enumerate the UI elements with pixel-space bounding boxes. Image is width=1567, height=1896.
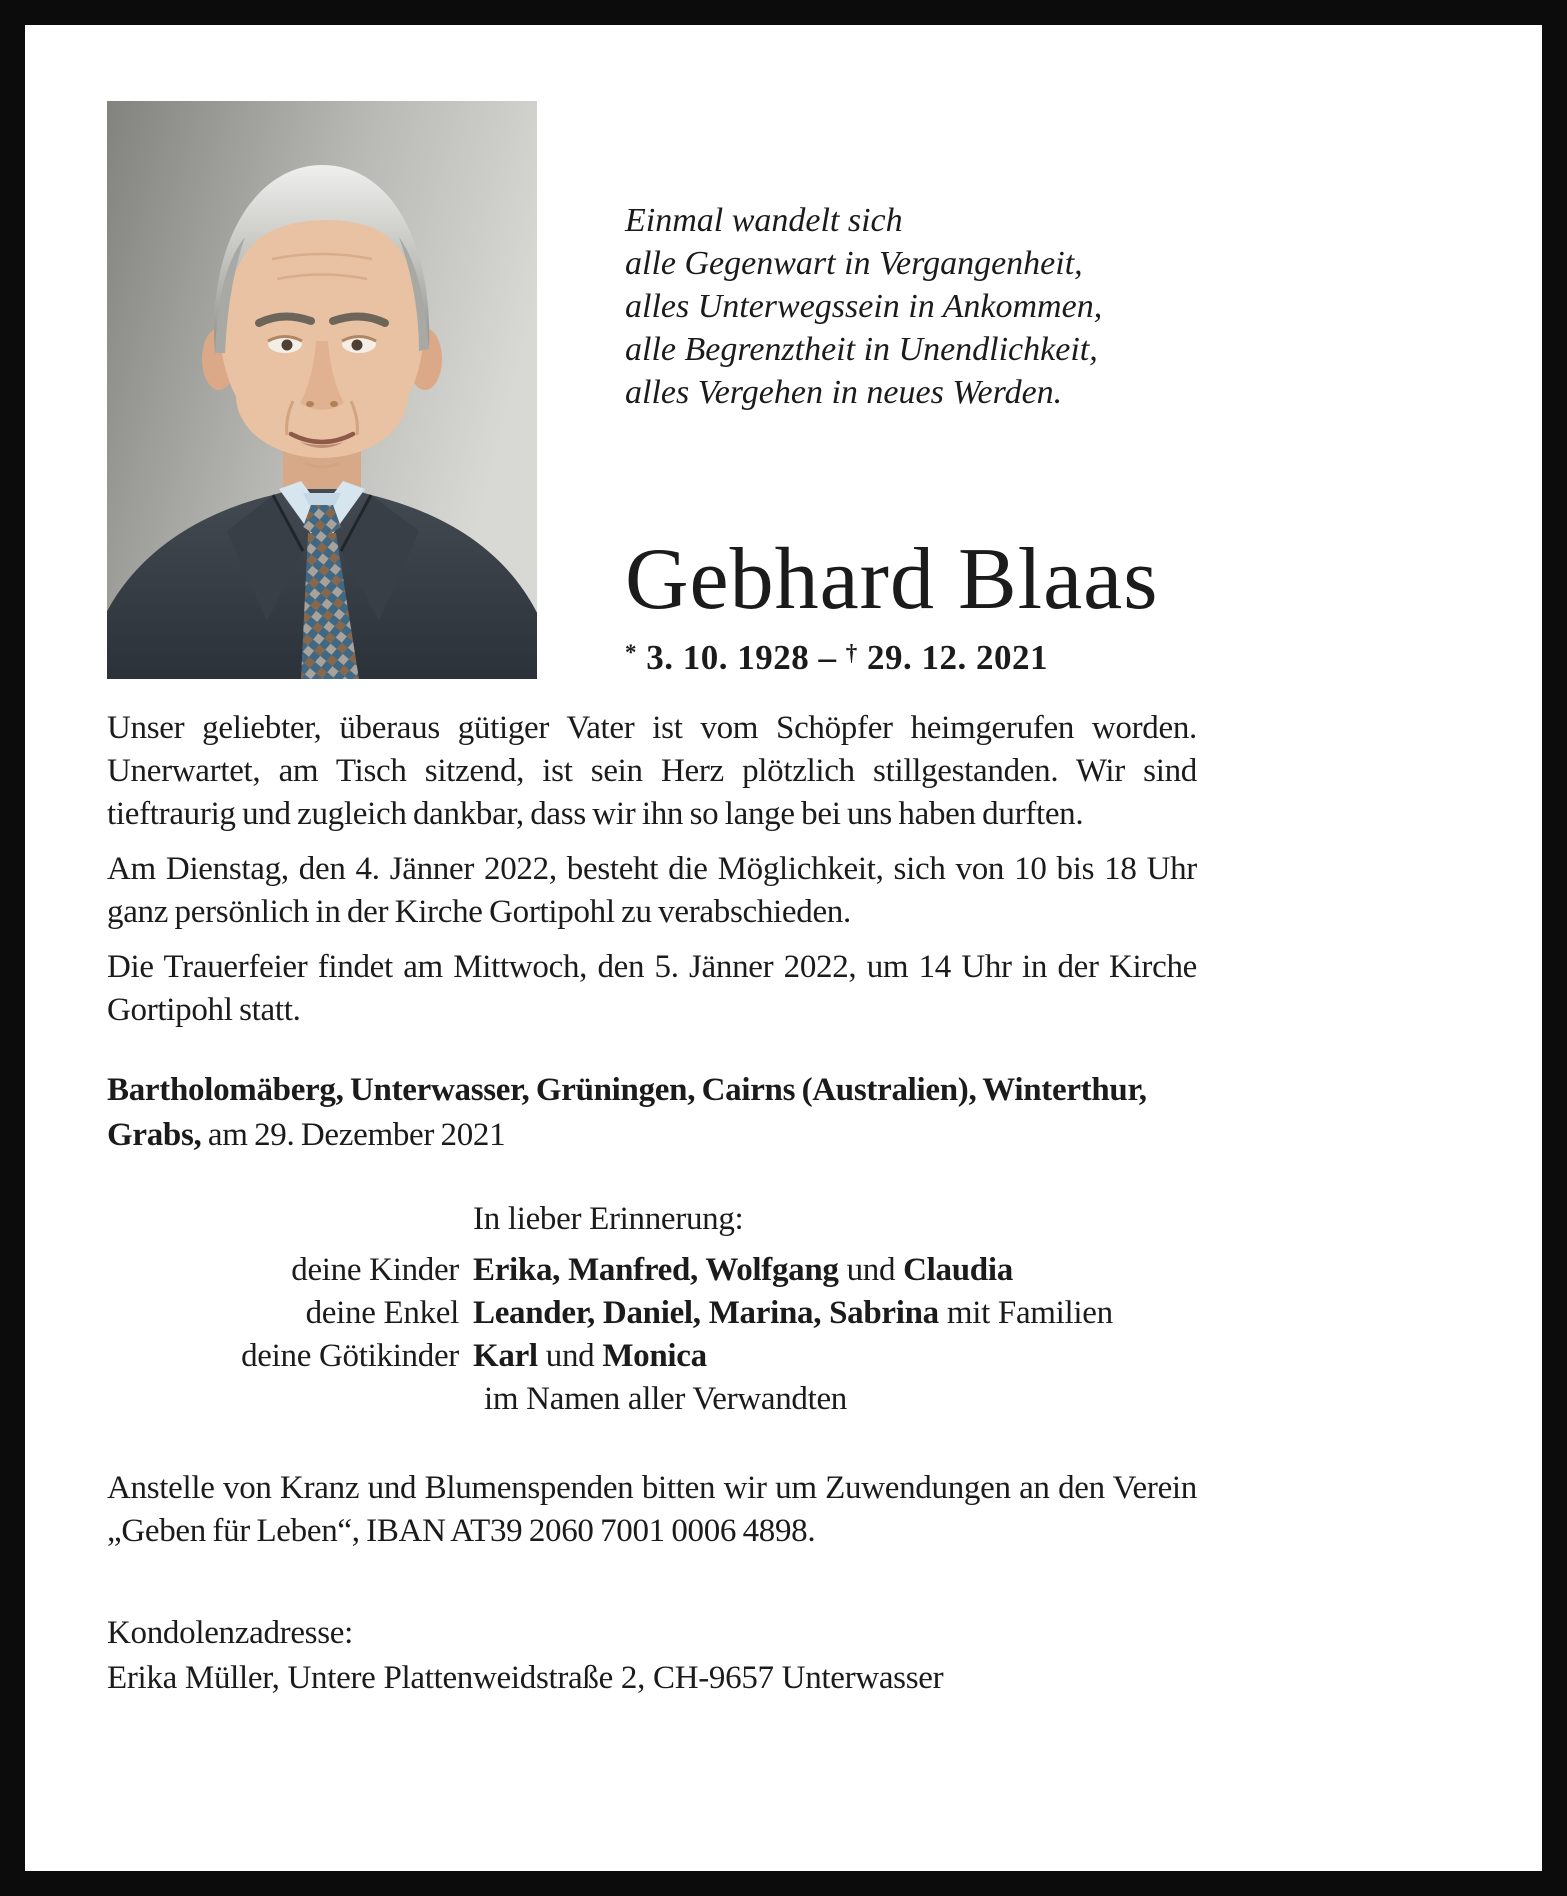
memorial-row-grandchildren xyxy=(107,1292,1197,1335)
death-date: 29. 12. 2021 xyxy=(867,638,1048,677)
born-symbol: * xyxy=(625,640,637,665)
poem-line: alles Vergehen in neues Werden. xyxy=(625,374,1063,411)
birth-date: 3. 10. 1928 xyxy=(646,638,810,677)
memorial-names xyxy=(473,1335,707,1378)
memorial-names-bold: Leander, Daniel, Marina, Sabrina xyxy=(473,1295,939,1331)
condolence-address: Erika Müller, Untere Plattenweidstraße 2, CH-9657 Unterwasser xyxy=(107,1660,944,1696)
dateline-date: am 29. Dezember 2021 xyxy=(201,1117,506,1153)
obituary-content xyxy=(107,99,1197,1701)
donation-paragraph: Anstelle von Kranz und Blumenspenden bitten wir um Zuwendungen an den Verein „Geben für Leben“, IBAN AT39 2060 7001 0006 4898. xyxy=(107,1470,1197,1549)
memorial-names-bold: Karl xyxy=(473,1338,538,1374)
poem-line: alle Begrenztheit in Unendlichkeit, xyxy=(625,331,1098,368)
poem-line: Einmal wandelt sich xyxy=(625,202,903,239)
memorial-poem xyxy=(625,199,1197,414)
poem-line: alle Gegenwart in Vergangenheit, xyxy=(625,245,1083,282)
memorial-names-bold: Monica xyxy=(602,1338,707,1374)
memorial-names xyxy=(473,1292,1113,1335)
memorial-label: deine Götikinder xyxy=(241,1338,459,1374)
memorial-closing: im Namen aller Verwandten xyxy=(484,1381,848,1417)
portrait-illustration xyxy=(107,101,537,679)
header-right xyxy=(625,199,1197,678)
memorial-names-text: und xyxy=(537,1338,603,1374)
dateline xyxy=(107,1068,1197,1158)
funeral-paragraph: Die Trauerfeier findet am Mittwoch, den 5. Jänner 2022, um 14 Uhr in der Kirche Gortipohl statt. xyxy=(107,949,1197,1028)
memorial-names-bold: Claudia xyxy=(903,1252,1013,1288)
memorial-label: deine Kinder xyxy=(291,1252,459,1288)
memorial-label: deine Enkel xyxy=(305,1295,459,1331)
dates-dash: – xyxy=(818,638,837,677)
memorial-names-text: und xyxy=(838,1252,904,1288)
deceased-name: Gebhard Blaas xyxy=(625,531,1159,628)
condolence-heading: Kondolenzadresse: xyxy=(107,1615,353,1651)
life-dates xyxy=(625,638,1197,678)
memorial-row-children xyxy=(107,1249,1197,1292)
died-symbol: † xyxy=(845,640,858,665)
farewell-paragraph: Am Dienstag, den 4. Jänner 2022, besteht die Möglichkeit, sich von 10 bis 18 Uhr ganz persönlich in der Kirche Gortipohl zu verabschieden. xyxy=(107,851,1197,930)
condolence-section xyxy=(107,1611,1197,1701)
memorial-names-text: mit Familien xyxy=(938,1295,1113,1331)
portrait-photo xyxy=(107,101,537,679)
header-section xyxy=(107,99,1197,707)
memorial-names xyxy=(473,1249,1013,1292)
dateline-places: Bartholomäberg, Unterwasser, Grüningen, Cairns (Australien), Winterthur, Grabs, xyxy=(107,1072,1147,1153)
memorial-title: In lieber Erinnerung: xyxy=(473,1201,744,1237)
announcement-paragraph: Unser geliebter, überaus gütiger Vater ist vom Schöpfer heimgerufen worden. Unerwartet, am Tisch sitzend, ist sein Herz plötzlich stillgestanden. Wir sind tieftraurig und zugleich dankbar, dass wir ihn so lange bei uns haben durften. xyxy=(107,710,1197,832)
memorial-row-godchildren xyxy=(107,1335,1197,1378)
memorial-names-bold: Erika, Manfred, Wolfgang xyxy=(473,1252,839,1288)
poem-line: alles Unterwegssein in Ankommen, xyxy=(625,288,1103,325)
